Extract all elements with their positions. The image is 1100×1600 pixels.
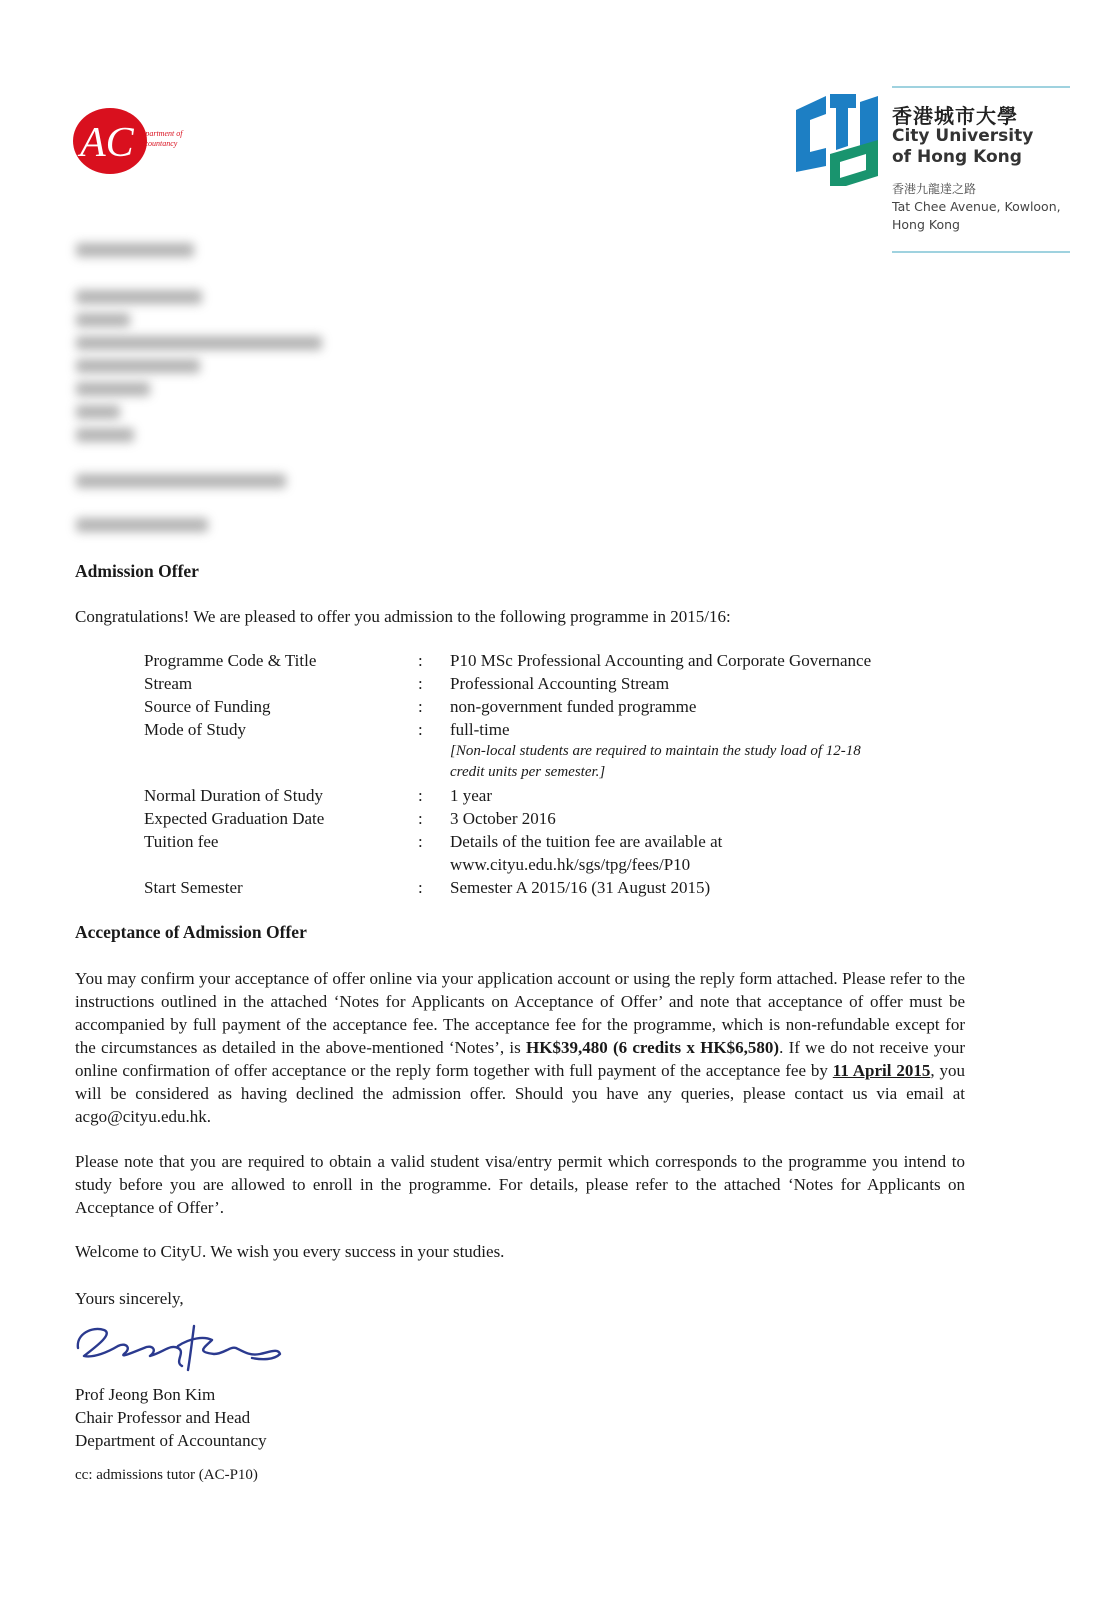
colon: :: [418, 697, 423, 716]
acceptance-deadline: 11 April 2015: [832, 1061, 931, 1080]
redacted-address-line: [76, 359, 200, 373]
duration-label: Normal Duration of Study: [144, 786, 323, 805]
acceptance-paragraph: [75, 967, 965, 1128]
signatory-title: Chair Professor and Head: [75, 1408, 251, 1427]
acceptance-fee: HK$39,480 (6 credits x HK$6,580): [526, 1038, 780, 1057]
offer-heading: Admission Offer: [75, 561, 199, 581]
university-address-line-2: Hong Kong: [892, 217, 960, 232]
intro-text: Congratulations! We are pleased to offer you admission to the following programme in 2015/16:: [75, 607, 731, 626]
university-name-line-1: City University: [892, 126, 1034, 146]
department-logo: [72, 104, 202, 178]
start-semester-label: Start Semester: [144, 878, 243, 897]
tuition-label: Tuition fee: [144, 832, 219, 851]
redacted-address-line: [76, 382, 150, 396]
logo-rule-top: [892, 86, 1070, 88]
duration-value: 1 year: [450, 786, 493, 805]
programme-code-label: Programme Code & Title: [144, 651, 317, 670]
stream-value: Professional Accounting Stream: [450, 674, 670, 693]
redacted-application-number: [76, 474, 286, 488]
tuition-fee-link[interactable]: www.cityu.edu.hk/sgs/tpg/fees/P10: [450, 855, 691, 874]
university-address-chinese: 香港九龍達之路: [892, 182, 977, 196]
colon: :: [418, 674, 423, 693]
colon: :: [418, 651, 423, 670]
mode-label: Mode of Study: [144, 720, 246, 739]
redacted-recipient-name: [76, 290, 202, 304]
welcome-text: Welcome to CityU. We wish you every success in your studies.: [75, 1242, 505, 1261]
mode-note-line-1: [Non-local students are required to maintain the study load of 12-18: [450, 743, 861, 759]
acceptance-text-c: , you will be considered as having declined the admission offer. Should you have any queries, please contact us via email at acgo@cityu.edu.hk.: [75, 1061, 966, 1126]
funding-value: non-government funded programme: [450, 697, 697, 716]
tuition-value-line-1: Details of the tuition fee are available at: [450, 832, 723, 851]
svg-text:Department of: Department of: [136, 129, 183, 138]
colon: :: [418, 878, 423, 897]
funding-label: Source of Funding: [144, 697, 271, 716]
programme-code-value: P10 MSc Professional Accounting and Corporate Governance: [450, 651, 872, 670]
visa-paragraph: Please note that you are required to obtain a valid student visa/entry permit which corresponds to the programme you intend to study before you are allowed to enroll in the programme. For details, please refer to the attached ‘Notes for Applicants on Acceptance of Offer’.: [75, 1152, 965, 1217]
redacted-address-line: [76, 313, 130, 327]
redacted-salutation: [76, 518, 208, 532]
acceptance-text-b: . If we do not receive your online confirmation of offer acceptance or the reply form together with full payment of the acceptance fee by: [75, 1038, 965, 1080]
colon: :: [418, 720, 423, 739]
colon: :: [418, 832, 423, 851]
closing-text: Yours sincerely,: [75, 1289, 184, 1308]
colon: :: [418, 786, 423, 805]
redacted-address-line: [76, 428, 134, 442]
graduation-value: 3 October 2016: [450, 809, 556, 828]
acceptance-heading: Acceptance of Admission Offer: [75, 922, 307, 942]
mode-note-line-2: credit units per semester.]: [450, 764, 606, 780]
mode-value: full-time: [450, 720, 510, 739]
colon: :: [418, 809, 423, 828]
signature: [74, 1318, 284, 1373]
cc-line: cc: admissions tutor (AC-P10): [75, 1467, 258, 1483]
graduation-label: Expected Graduation Date: [144, 809, 325, 828]
acceptance-text-a: You may confirm your acceptance of offer online via your application account or using the reply form attached. Please refer to the instructions outlined in the attached ‘Notes for Applicants on Acceptance of Offer’ and note that acceptance of offer must be accompanied by full payment of the acceptance fee. The acceptance fee for the programme, which is non-refundable except for the circumstances as detailed in the above-mentioned ‘Notes’, is: [75, 969, 965, 1057]
redacted-address-line: [76, 405, 120, 419]
redacted-address-line: [76, 336, 322, 350]
logo-rule-bottom: [892, 251, 1070, 253]
dept-logo-letters: AC: [80, 120, 134, 166]
university-name-line-2: of Hong Kong: [892, 147, 1022, 167]
svg-text:Accountancy: Accountancy: [136, 139, 178, 148]
university-name-chinese: 香港城市大學: [892, 104, 1018, 128]
start-semester-value: Semester A 2015/16 (31 August 2015): [450, 878, 711, 897]
stream-label: Stream: [144, 674, 193, 693]
university-address-line-1: Tat Chee Avenue, Kowloon,: [892, 199, 1061, 214]
signatory-department: Department of Accountancy: [75, 1431, 267, 1450]
signatory-name: Prof Jeong Bon Kim: [75, 1385, 216, 1404]
cityu-emblem-icon: [786, 92, 884, 188]
redacted-date: [76, 243, 194, 257]
